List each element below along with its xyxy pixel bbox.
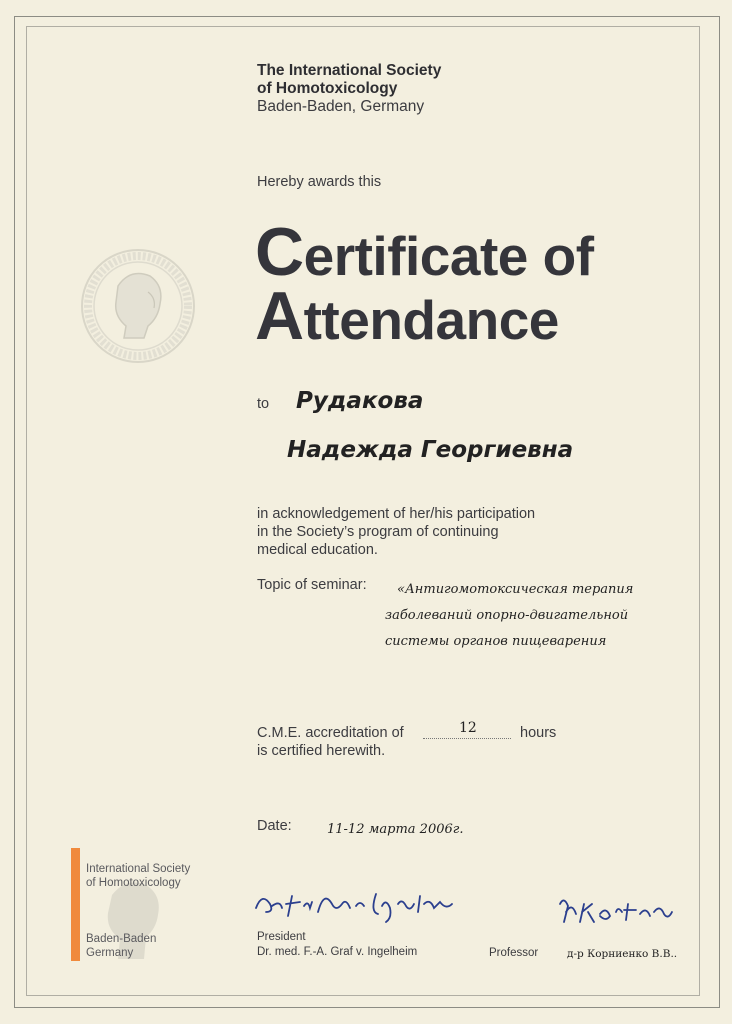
- professor-role: Professor: [489, 947, 539, 959]
- recipient-given-names: Надежда Георгиевна: [287, 437, 574, 463]
- logo-line1: International Society: [86, 863, 191, 875]
- title-line2: [255, 278, 594, 354]
- title-line1: [255, 214, 594, 290]
- to-label: to: [257, 396, 270, 412]
- logo-line2: of Homotoxicology: [86, 877, 181, 889]
- embossed-seal-icon: [78, 246, 198, 366]
- recipient-surname: Рудакова: [296, 388, 424, 414]
- ack-line1: in acknowledgement of her/his participation: [257, 506, 536, 522]
- title-line1-rest: ertificate of: [303, 225, 594, 287]
- hours-dotted-line: [423, 738, 511, 739]
- cme-prefix: C.M.E. accreditation of: [257, 725, 404, 741]
- society-header: [257, 62, 441, 116]
- seminar-label: Topic of seminar:: [257, 577, 367, 593]
- society-name-line1: The International Society: [257, 62, 442, 79]
- seminar-line1: «Антигомотоксическая терапия: [397, 582, 634, 597]
- certificate-title: [255, 214, 594, 354]
- cme-hours-suffix: hours: [520, 725, 557, 741]
- cme-hours-value: 12: [459, 720, 477, 736]
- seminar-line3: системы органов пищеварения: [385, 634, 607, 649]
- hereby-text: Hereby awards this: [257, 174, 382, 190]
- ack-line3: medical education.: [257, 542, 378, 558]
- society-name-line2: of Homotoxicology: [257, 80, 398, 97]
- president-role: President: [257, 931, 306, 943]
- president-name: Dr. med. F.-A. Graf v. Ingelheim: [257, 946, 418, 958]
- professor-signature: [556, 892, 676, 928]
- professor-name: д-р Корниенко В.В..: [567, 948, 678, 960]
- date-value: 11-12 марта 2006г.: [327, 822, 464, 837]
- president-block: [257, 930, 417, 960]
- logo-accent-bar: [71, 848, 80, 961]
- cme-line2: is certified herewith.: [257, 743, 386, 759]
- date-label: Date:: [257, 818, 292, 834]
- president-signature: [252, 882, 464, 924]
- title-line1-cap: C: [255, 214, 304, 290]
- acknowledgement-text: [257, 505, 535, 559]
- title-line2-rest: ttendance: [303, 289, 559, 351]
- seminar-topic: [385, 577, 633, 655]
- logo-line3: Baden-Baden: [86, 933, 157, 945]
- society-location: Baden-Baden, Germany: [257, 98, 425, 115]
- title-line2-cap: A: [255, 278, 304, 354]
- logo-text-top: [86, 862, 190, 890]
- ack-line2: in the Society’s program of continuing: [257, 524, 499, 540]
- logo-line4: Germany: [86, 947, 134, 959]
- logo-text-bottom: [86, 932, 156, 960]
- seminar-line2: заболеваний опорно-двигательной: [385, 608, 629, 623]
